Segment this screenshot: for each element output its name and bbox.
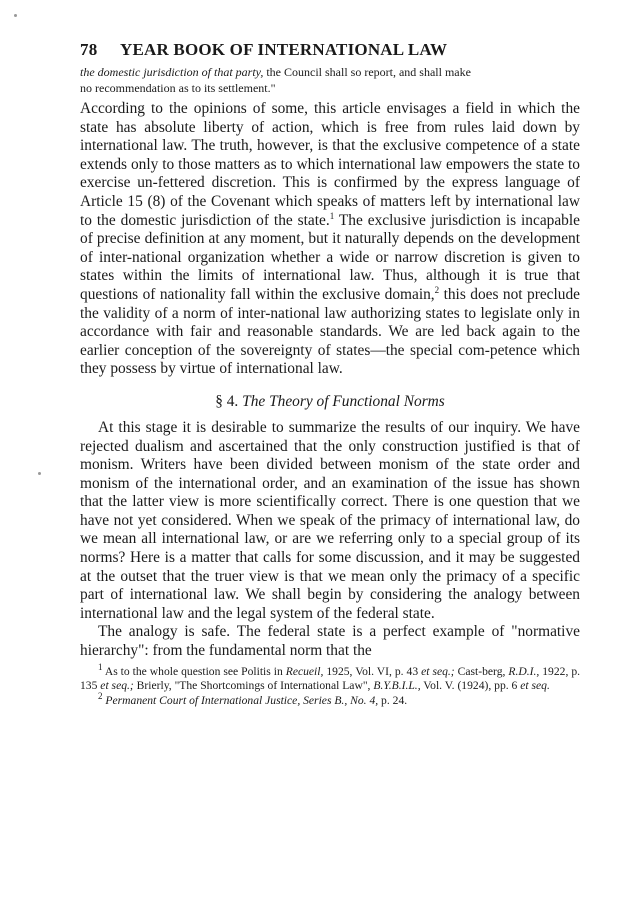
footnote-italic: et seq.; [100, 679, 134, 693]
footnote-italic: B.Y.B.I.L., [373, 679, 421, 693]
footnote-text: Vol. V. (1924), pp. 6 [420, 679, 521, 693]
footnote-italic: Permanent Court of International Justice, Series B., No. 4, [105, 693, 379, 707]
footnote-mark: 1 [98, 661, 103, 672]
footnote-text: 1922, p. 135 [80, 664, 581, 693]
paragraph-text: this does not preclude the validity of a norm of inter-national law authorizing states to legislate only in accordance with fair and reasonable standards. We are led back again to the earlier conception of the sovereignty of states—the special com-petence which they possess by virtue of international law. [80, 285, 580, 378]
margin-speck [38, 472, 41, 475]
footnote-ref-2[interactable]: 2 [434, 284, 440, 295]
running-title: YEAR BOOK OF INTERNATIONAL LAW [120, 40, 448, 59]
page-header [80, 40, 580, 60]
footnotes [80, 661, 581, 709]
margin-speck [14, 14, 17, 17]
footnote-text: p. 24. [378, 693, 408, 707]
footnote-mark: 2 [98, 690, 103, 701]
quote-italic: the domestic jurisdiction of that party, [80, 65, 264, 79]
paragraph-3: The analogy is safe. The federal state is a perfect example of "normative hierarchy": from the fundamental norm that the [80, 623, 580, 660]
footnote-italic: R.D.I., [508, 664, 540, 678]
footnote-italic: Recueil, [285, 664, 324, 678]
section-title: The Theory of Functional Norms [242, 392, 445, 410]
footnote-text: 1925, Vol. VI, p. 43 [323, 664, 422, 678]
footnote-italic: et seq. [520, 679, 550, 693]
document-page [80, 40, 580, 708]
quote-text: the Council shall so report, and shall make [263, 65, 471, 79]
footnote-ref-1[interactable]: 1 [329, 210, 335, 221]
footnote-1 [80, 661, 581, 694]
paragraph-1 [80, 100, 580, 379]
footnote-text: Cast-berg, [454, 664, 509, 678]
paragraph-text: The exclusive jurisdiction is incapable of precise definition at any moment, but it naturally depends on the development of inter-national organization whether a wide or narrow discretion is given to states within the limits of international law. Thus, although it is true that questions of nationality fall within the exclusive domain, [80, 211, 580, 303]
footnote-text: Brierly, "The Shortcomings of International Law", [133, 679, 374, 693]
footnote-italic: et seq.; [421, 664, 455, 678]
quote-text-line2: no recommendation as to its settlement." [80, 81, 276, 95]
section-number: § 4. [215, 392, 239, 410]
page-number: 78 [80, 40, 98, 59]
paragraph-2: At this stage it is desirable to summarize the results of our inquiry. We have rejected dualism and ascertained that the only construction justified is that of monism. Writers have been divided between monism of the state order and monism of the international order, and an examination of the issue has shown that the latter view is more scientifically correct. There is one question that we have not yet considered. When we speak of the primacy of international law, do we mean all international law, or are we referring only to a special group of its norms? Here is a matter that calls for some discussion, and it may be suggested at the outset that the truer view is that we mean only the primacy of a specific part of international law. We shall begin by considering the analogy between international law and the legal system of the federal state. [80, 418, 580, 622]
paragraph-text: According to the opinions of some, this article envisages a field in which the state has absolute liberty of action, which is free from rules laid down by international law. The truth, however, is that the exclusive competence of a state extends only to those matters as to which international law empowers the state to exercise un-fettered discretion. This is confirmed by the express language of Article 15 (8) of the Covenant which speaks of matters left by international law to the domestic jurisdiction of the state. [80, 100, 580, 229]
quoted-passage [80, 64, 580, 96]
footnote-text: As to the whole question see Politis in [102, 664, 286, 678]
section-heading [80, 393, 580, 411]
footnote-2 [80, 690, 580, 709]
